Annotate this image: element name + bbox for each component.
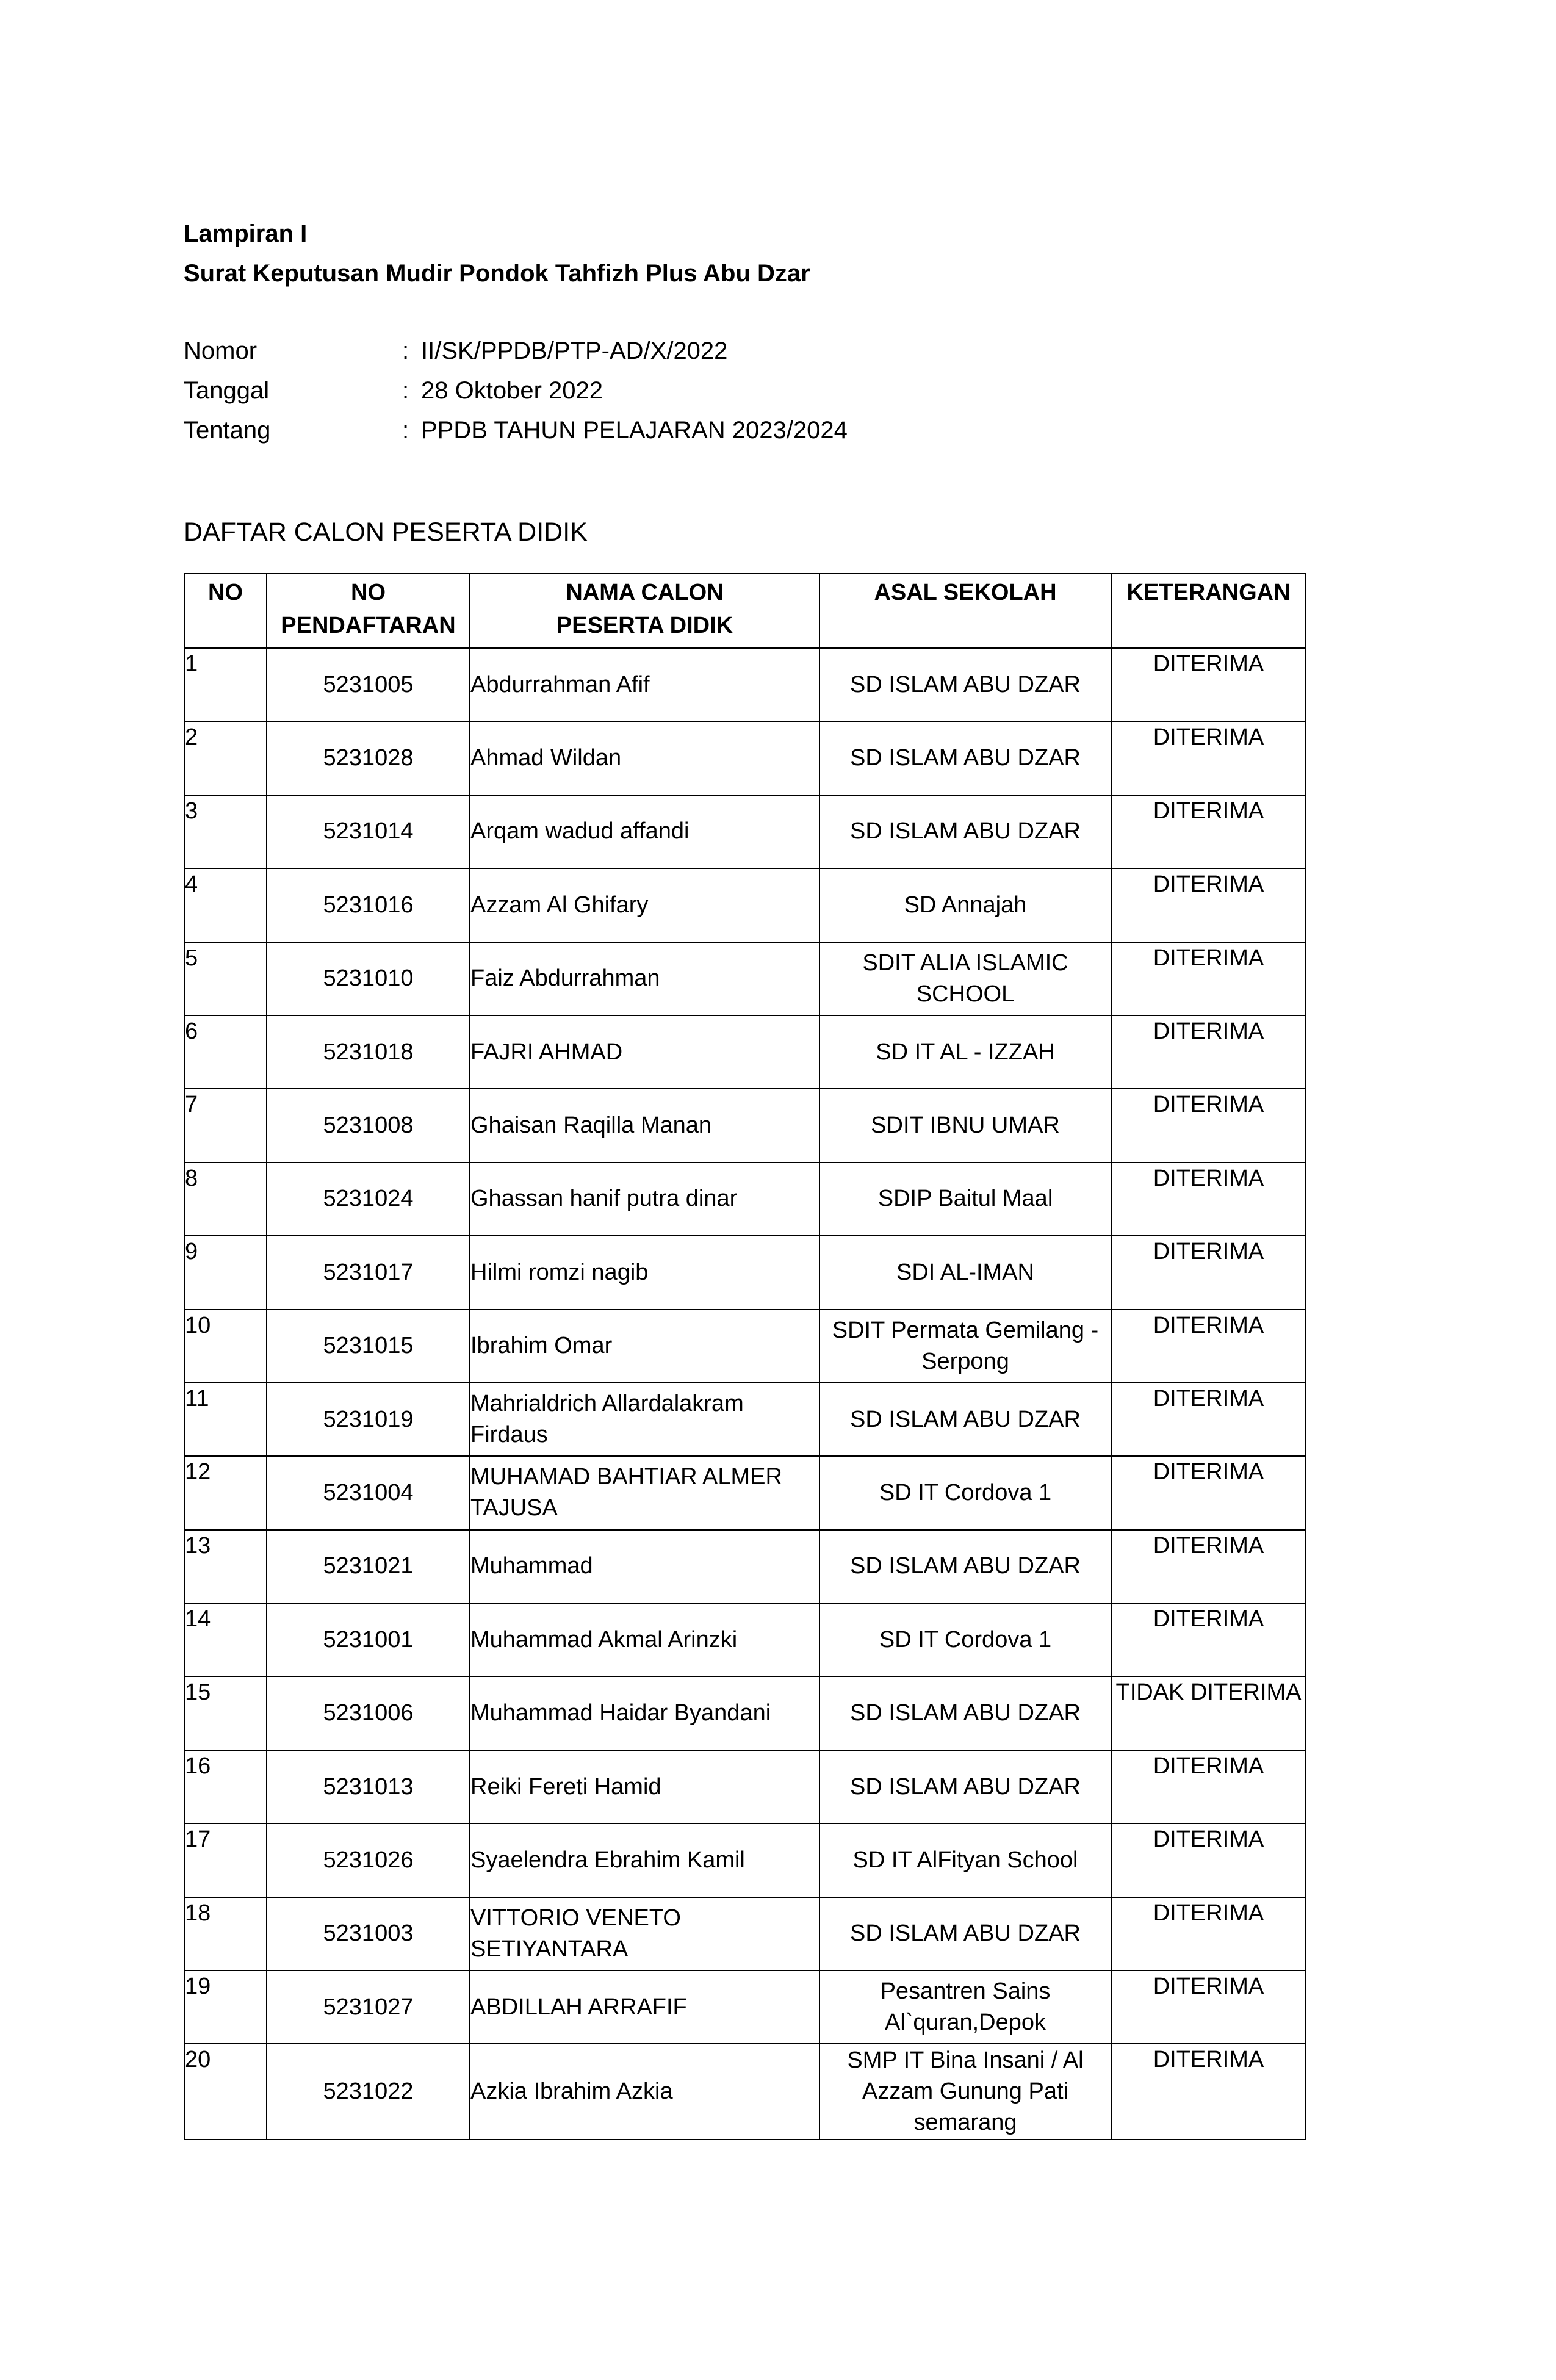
table-row — [184, 1823, 1306, 1897]
admission-status: DITERIMA — [1111, 1456, 1306, 1529]
header-registration-number-label: NO PENDAFTARAN — [281, 580, 456, 638]
meta-label: Tanggal — [184, 377, 270, 404]
admission-status: DITERIMA — [1111, 942, 1306, 1015]
table-row — [184, 648, 1306, 721]
student-name: Abdurrahman Afif — [470, 648, 819, 721]
student-name: Faiz Abdurrahman — [470, 942, 819, 1015]
origin-school: SD ISLAM ABU DZAR — [819, 1383, 1111, 1456]
student-name: Ghassan hanif putra dinar — [470, 1163, 819, 1236]
origin-school: SD IT AlFityan School — [819, 1823, 1111, 1897]
row-number: 6 — [184, 1015, 267, 1089]
admission-status: DITERIMA — [1111, 1603, 1306, 1676]
student-name: FAJRI AHMAD — [470, 1015, 819, 1089]
attachment-label: Lampiran I — [184, 220, 308, 247]
registration-number: 5231026 — [267, 1823, 470, 1897]
row-number: 10 — [184, 1310, 267, 1383]
student-name: Arqam wadud affandi — [470, 795, 819, 868]
admission-status: DITERIMA — [1111, 1310, 1306, 1383]
student-name: Muhammad Akmal Arinzki — [470, 1603, 819, 1676]
origin-school: Pesantren Sains Al`quran,Depok — [819, 1971, 1111, 2044]
origin-school: SD ISLAM ABU DZAR — [819, 1530, 1111, 1603]
meta-row-date — [184, 375, 1221, 406]
origin-school: SDIT ALIA ISLAMIC SCHOOL — [819, 942, 1111, 1015]
registration-number: 5231004 — [267, 1456, 470, 1529]
student-name: Azkia Ibrahim Azkia — [470, 2044, 819, 2140]
admission-status: DITERIMA — [1111, 2044, 1306, 2140]
table-row — [184, 1750, 1306, 1823]
admission-status: DITERIMA — [1111, 721, 1306, 795]
meta-value: PPDB TAHUN PELAJARAN 2023/2024 — [421, 417, 848, 444]
student-name: Ibrahim Omar — [470, 1310, 819, 1383]
list-title: DAFTAR CALON PESERTA DIDIK — [184, 517, 588, 547]
origin-school: SD IT Cordova 1 — [819, 1603, 1111, 1676]
admission-status: DITERIMA — [1111, 1163, 1306, 1236]
table-row — [184, 1603, 1306, 1676]
row-number: 18 — [184, 1897, 267, 1971]
student-name: Hilmi romzi nagib — [470, 1236, 819, 1309]
student-name: VITTORIO VENETO SETIYANTARA — [470, 1897, 819, 1971]
student-name: Reiki Fereti Hamid — [470, 1750, 819, 1823]
table-header-row — [184, 574, 1306, 648]
header-no — [184, 574, 267, 648]
admission-status: DITERIMA — [1111, 1015, 1306, 1089]
registration-number: 5231006 — [267, 1676, 470, 1750]
registration-number: 5231008 — [267, 1089, 470, 1162]
registration-number: 5231013 — [267, 1750, 470, 1823]
admission-status: TIDAK DITERIMA — [1111, 1676, 1306, 1750]
student-name: Ghaisan Raqilla Manan — [470, 1089, 819, 1162]
student-name: Azzam Al Ghifary — [470, 868, 819, 942]
admission-status: DITERIMA — [1111, 1971, 1306, 2044]
row-number: 1 — [184, 648, 267, 721]
registration-number: 5231024 — [267, 1163, 470, 1236]
table-row — [184, 1236, 1306, 1309]
registration-number: 5231019 — [267, 1383, 470, 1456]
table-row — [184, 721, 1306, 795]
header-status-label: KETERANGAN — [1126, 580, 1291, 605]
origin-school: SMP IT Bina Insani / Al Azzam Gunung Pati semarang — [819, 2044, 1111, 2140]
student-name: Muhammad Haidar Byandani — [470, 1676, 819, 1750]
meta-label: Tentang — [184, 417, 271, 444]
header-origin-school-label: ASAL SEKOLAH — [874, 580, 1057, 605]
registration-number: 5231021 — [267, 1530, 470, 1603]
table-row — [184, 1015, 1306, 1089]
admission-status: DITERIMA — [1111, 1897, 1306, 1971]
row-number: 12 — [184, 1456, 267, 1529]
row-number: 11 — [184, 1383, 267, 1456]
origin-school: SD Annajah — [819, 868, 1111, 942]
table-row — [184, 2044, 1306, 2140]
row-number: 15 — [184, 1676, 267, 1750]
admission-status: DITERIMA — [1111, 1383, 1306, 1456]
admission-status: DITERIMA — [1111, 1530, 1306, 1603]
origin-school: SD ISLAM ABU DZAR — [819, 1676, 1111, 1750]
table-row — [184, 1676, 1306, 1750]
admission-status: DITERIMA — [1111, 1823, 1306, 1897]
row-number: 17 — [184, 1823, 267, 1897]
meta-row-subject — [184, 415, 1221, 445]
registration-number: 5231027 — [267, 1971, 470, 2044]
student-name: MUHAMAD BAHTIAR ALMER TAJUSA — [470, 1456, 819, 1529]
origin-school: SDI AL-IMAN — [819, 1236, 1111, 1309]
table-row — [184, 1971, 1306, 2044]
admission-status: DITERIMA — [1111, 868, 1306, 942]
table-row — [184, 1089, 1306, 1162]
registration-number: 5231003 — [267, 1897, 470, 1971]
row-number: 7 — [184, 1089, 267, 1162]
row-number: 4 — [184, 868, 267, 942]
row-number: 5 — [184, 942, 267, 1015]
table-row — [184, 1163, 1306, 1236]
origin-school: SD ISLAM ABU DZAR — [819, 1897, 1111, 1971]
admission-status: DITERIMA — [1111, 1236, 1306, 1309]
header-origin-school — [819, 574, 1111, 648]
admission-status: DITERIMA — [1111, 1089, 1306, 1162]
meta-separator: : — [402, 337, 409, 364]
origin-school: SD IT AL - IZZAH — [819, 1015, 1111, 1089]
registration-number: 5231022 — [267, 2044, 470, 2140]
table-row — [184, 1383, 1306, 1456]
admission-status: DITERIMA — [1111, 795, 1306, 868]
row-number: 19 — [184, 1971, 267, 2044]
meta-label: Nomor — [184, 337, 258, 364]
row-number: 14 — [184, 1603, 267, 1676]
registration-number: 5231005 — [267, 648, 470, 721]
meta-separator: : — [402, 417, 409, 444]
decree-title: Surat Keputusan Mudir Pondok Tahfizh Plus Abu Dzar — [184, 260, 810, 287]
registration-number: 5231014 — [267, 795, 470, 868]
header-student-name-label: NAMA CALON PESERTA DIDIK — [556, 580, 733, 638]
row-number: 8 — [184, 1163, 267, 1236]
table-row — [184, 795, 1306, 868]
header-status — [1111, 574, 1306, 648]
meta-value: 28 Oktober 2022 — [421, 377, 603, 404]
origin-school: SD ISLAM ABU DZAR — [819, 795, 1111, 868]
registration-number: 5231017 — [267, 1236, 470, 1309]
registration-number: 5231010 — [267, 942, 470, 1015]
registration-number: 5231028 — [267, 721, 470, 795]
table-row — [184, 1530, 1306, 1603]
table-row — [184, 1897, 1306, 1971]
meta-row-number — [184, 336, 1221, 366]
student-name: Syaelendra Ebrahim Kamil — [470, 1823, 819, 1897]
header-no-label: NO — [208, 580, 243, 605]
table-row — [184, 1310, 1306, 1383]
row-number: 2 — [184, 721, 267, 795]
origin-school: SDIT Permata Gemilang - Serpong — [819, 1310, 1111, 1383]
registration-number: 5231016 — [267, 868, 470, 942]
admission-status: DITERIMA — [1111, 648, 1306, 721]
admission-status: DITERIMA — [1111, 1750, 1306, 1823]
student-name: Mahrialdrich Allardalakram Firdaus — [470, 1383, 819, 1456]
registration-number: 5231015 — [267, 1310, 470, 1383]
origin-school: SD ISLAM ABU DZAR — [819, 721, 1111, 795]
meta-separator: : — [402, 377, 409, 404]
meta-value: II/SK/PPDB/PTP-AD/X/2022 — [421, 337, 728, 364]
row-number: 20 — [184, 2044, 267, 2140]
student-name: Ahmad Wildan — [470, 721, 819, 795]
candidate-table — [184, 573, 1306, 2140]
origin-school: SDIT IBNU UMAR — [819, 1089, 1111, 1162]
header-registration-number — [267, 574, 470, 648]
table-row — [184, 942, 1306, 1015]
registration-number: 5231001 — [267, 1603, 470, 1676]
student-name: Muhammad — [470, 1530, 819, 1603]
origin-school: SD ISLAM ABU DZAR — [819, 648, 1111, 721]
origin-school: SDIP Baitul Maal — [819, 1163, 1111, 1236]
student-name: ABDILLAH ARRAFIF — [470, 1971, 819, 2044]
row-number: 16 — [184, 1750, 267, 1823]
origin-school: SD ISLAM ABU DZAR — [819, 1750, 1111, 1823]
row-number: 13 — [184, 1530, 267, 1603]
registration-number: 5231018 — [267, 1015, 470, 1089]
table-row — [184, 1456, 1306, 1529]
origin-school: SD IT Cordova 1 — [819, 1456, 1111, 1529]
row-number: 3 — [184, 795, 267, 868]
table-row — [184, 868, 1306, 942]
row-number: 9 — [184, 1236, 267, 1309]
header-student-name — [470, 574, 819, 648]
